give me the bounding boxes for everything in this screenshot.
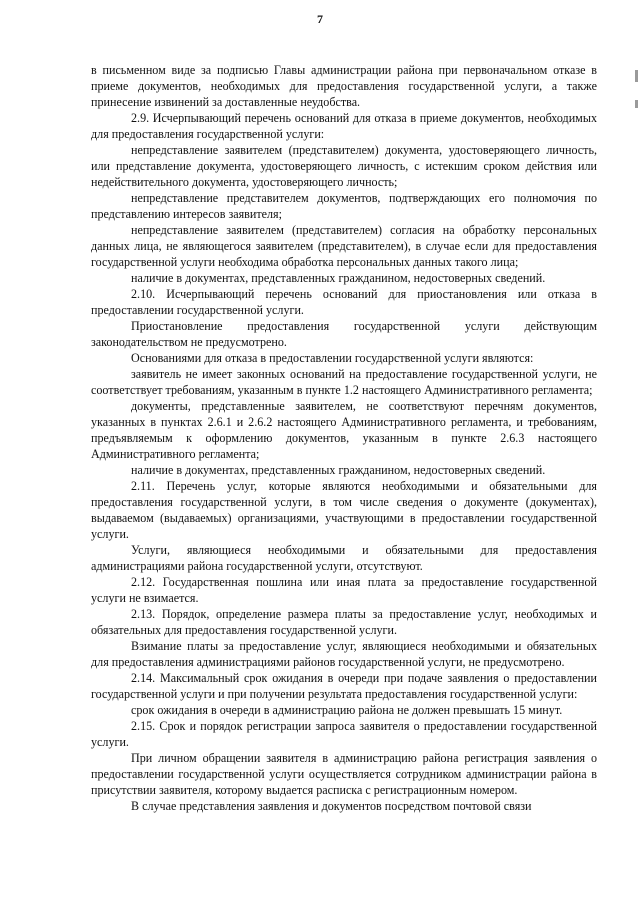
paragraph: В случае представления заявления и документов посредством почтовой связи bbox=[131, 799, 532, 813]
paragraph: 2.9. Исчерпывающий перечень оснований для отказа в приеме документов, необходимых для предоставления государственной услуги: bbox=[91, 111, 597, 141]
paragraph: 2.12. Государственная пошлина или иная плата за предоставление государственной услуги не взимается. bbox=[91, 575, 597, 605]
paragraph: срок ожидания в очереди в администрацию района не должен превышать 15 минут. bbox=[131, 703, 563, 717]
paragraph: наличие в документах, представленных гражданином, недостоверных сведений. bbox=[131, 271, 546, 285]
page-number: 7 bbox=[317, 12, 323, 26]
paragraph: непредставление заявителем (представителем) согласия на обработку персональных данных лица, не являющегося заявителем (представителем), в случае если для предоставления государственной услуги необходима обработка персональных данных такого лица; bbox=[91, 223, 597, 269]
paragraph: Приостановление предоставления государственной услуги действующим законодательством не предусмотрено. bbox=[91, 319, 597, 349]
paragraph: 2.13. Порядок, определение размера платы за предоставление услуг, необходимых и обязательных для предоставления государственной услуги. bbox=[91, 607, 597, 637]
paragraph: непредставление заявителем (представителем) документа, удостоверяющего личность, или представление документа, удостоверяющего личность, с истекшим сроком действия или недействительного документа, удостоверяющего личность; bbox=[91, 143, 597, 189]
paragraph: наличие в документах, представленных гражданином, недостоверных сведений. bbox=[131, 463, 546, 477]
scan-edge-mark bbox=[635, 100, 638, 108]
paragraph: документы, представленные заявителем, не соответствуют перечням документов, указанных в пунктах 2.6.1 и 2.6.2 настоящего Административного регламента, и требованиям, предъявляемым к оформлению документов, указанным в пункте 2.6.3 настоящего Административного регламента; bbox=[91, 399, 597, 461]
paragraph: непредставление представителем документов, подтверждающих его полномочия по представлению интересов заявителя; bbox=[91, 191, 597, 221]
paragraph: Взимание платы за предоставление услуг, являющиеся необходимыми и обязательных для предоставления администрациями районов государственной услуги, не предусмотрено. bbox=[91, 639, 597, 669]
paragraph: 2.15. Срок и порядок регистрации запроса заявителя о предоставлении государственной услуги. bbox=[91, 719, 597, 749]
paragraph: 2.14. Максимальный срок ожидания в очереди при подаче заявления о предоставлении государственной услуги и при получении результата предоставления государственной услуги: bbox=[91, 671, 597, 701]
paragraph: в письменном виде за подписью Главы администрации района при первоначальном отказе в приеме документов, необходимых для предоставления государственной услуги, а также принесение извинений за доставленные неудобства. bbox=[91, 63, 597, 109]
scan-edge-mark bbox=[635, 70, 638, 82]
paragraph: 2.10. Исчерпывающий перечень оснований для приостановления или отказа в предоставлении государственной услуги. bbox=[91, 287, 597, 317]
paragraph: 2.11. Перечень услуг, которые являются необходимыми и обязательными для предоставления государственной услуги, в том числе сведения о документе (документах), выдаваемом (выдаваемых) организациями, участвующими в предоставлении государственной услуги. bbox=[91, 479, 597, 541]
paragraph: заявитель не имеет законных оснований на предоставление государственной услуги, не соответствует требованиям, указанным в пункте 1.2 настоящего Административного регламента; bbox=[91, 367, 597, 397]
document-body bbox=[91, 62, 597, 814]
paragraph: При личном обращении заявителя в администрацию района регистрация заявления о предоставлении государственной услуги осуществляется сотрудником администрации района в присутствии заявителя, которому выдается расписка с регистрационным номером. bbox=[91, 751, 597, 797]
paragraph: Услуги, являющиеся необходимыми и обязательными для предоставления администрациями района государственной услуги, отсутствуют. bbox=[91, 543, 597, 573]
paragraph: Основаниями для отказа в предоставлении государственной услуги являются: bbox=[131, 351, 534, 365]
